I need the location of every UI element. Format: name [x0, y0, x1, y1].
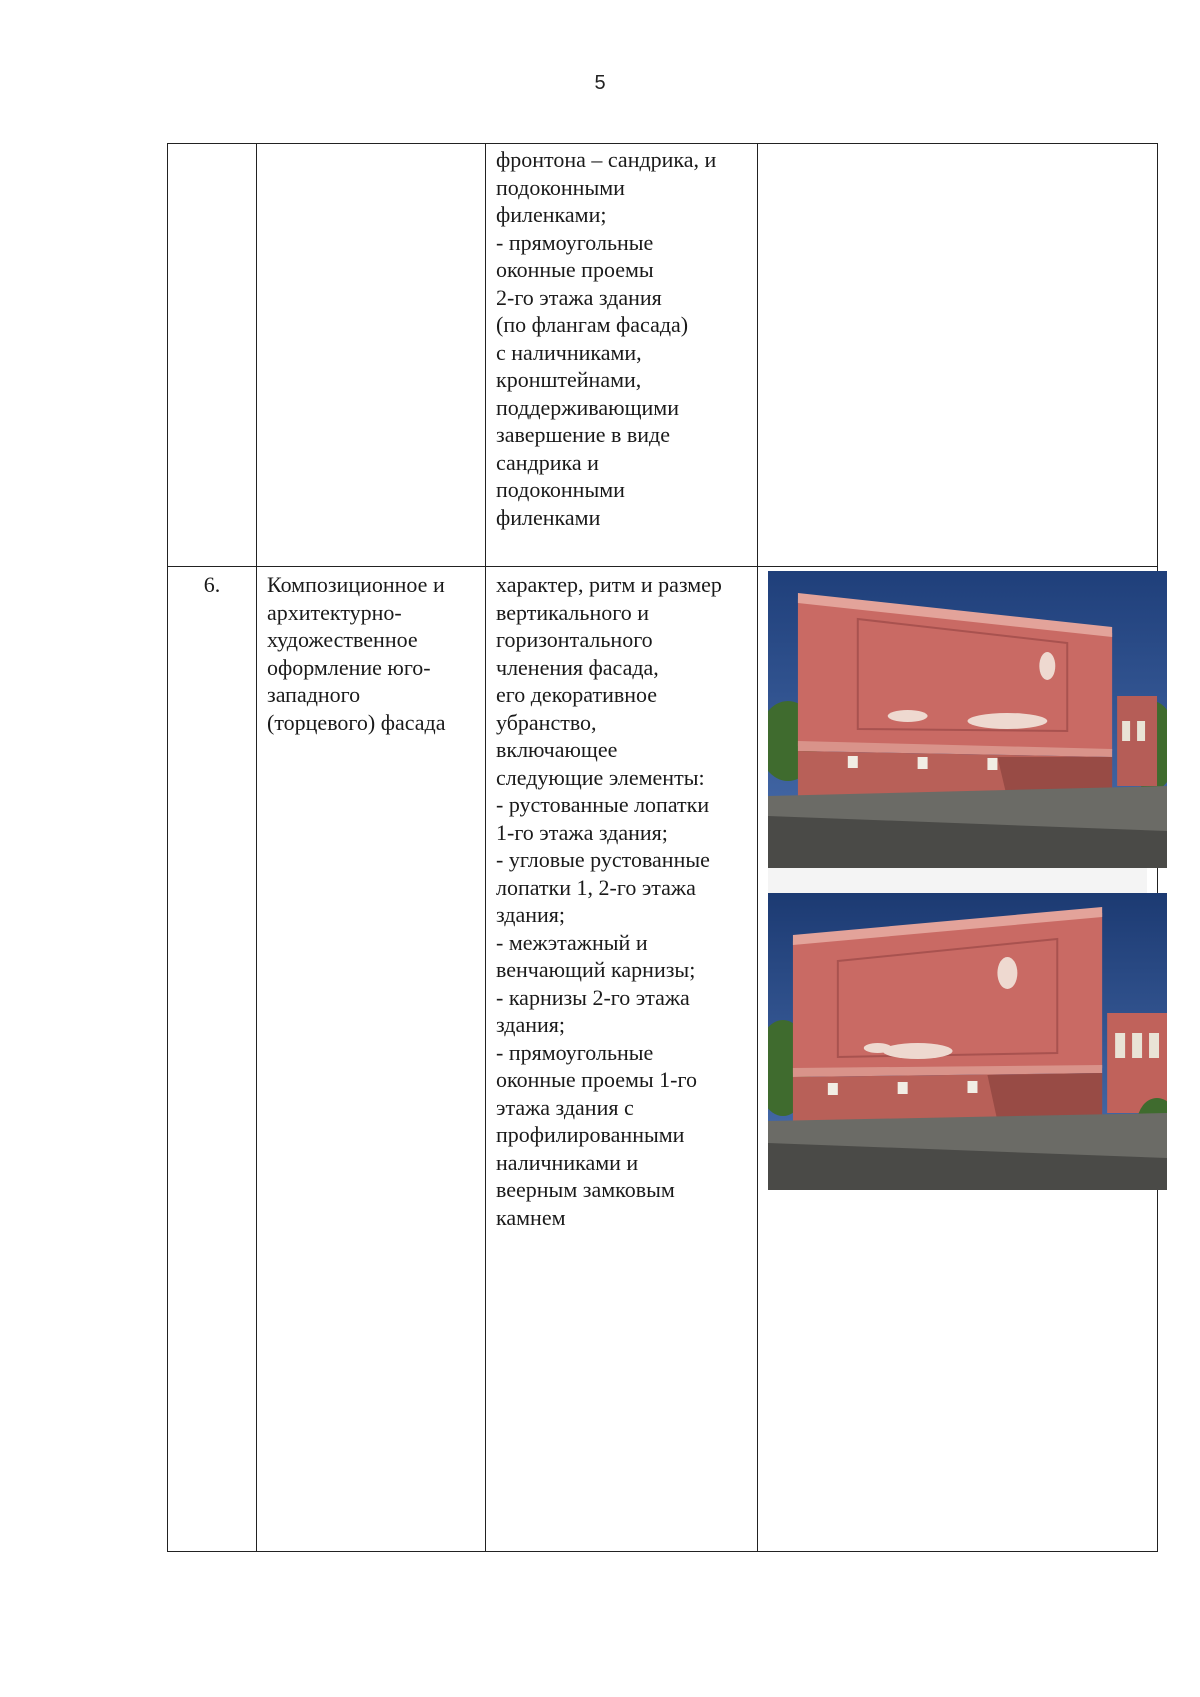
- description-line: оконные проемы 1-го: [496, 1067, 697, 1092]
- row-name-cell: [257, 144, 486, 567]
- name-line: Композиционное и: [267, 572, 445, 597]
- description-line: здания;: [496, 1012, 566, 1037]
- name-line: архитектурно-: [267, 599, 402, 625]
- description-line: с наличниками,: [496, 339, 642, 365]
- description-line: - карнизы 2-го этажа: [496, 984, 690, 1010]
- description-line: камнем: [496, 1204, 566, 1230]
- description-line: убранство,: [496, 709, 597, 735]
- page-number: 5: [594, 72, 606, 94]
- description-line: здания;: [496, 902, 566, 927]
- description-line: вертикального и: [496, 599, 649, 625]
- description-line: оконные проемы: [496, 257, 654, 282]
- row-number-cell: 6.: [168, 567, 257, 1552]
- description-line: этажа здания с: [496, 1094, 634, 1120]
- description-line: сандрика и: [496, 449, 599, 475]
- description-line: - прямоугольные: [496, 229, 654, 255]
- southwest-facade-photo-2: [768, 893, 1167, 1190]
- description-line: следующие элементы:: [496, 764, 705, 790]
- description-line: горизонтального: [496, 627, 653, 652]
- description-line: - рустованные лопатки: [496, 792, 710, 817]
- description-line: включающее: [496, 737, 618, 762]
- description-line: характер, ритм и размер: [496, 572, 722, 597]
- row-name-cell: [257, 567, 486, 1552]
- description-line: - прямоугольные: [496, 1039, 654, 1065]
- description-line: поддерживающими: [496, 394, 679, 420]
- description-line: подоконными: [496, 477, 625, 502]
- description-line: членения фасада,: [496, 654, 659, 680]
- row-photo-cell: [758, 567, 1158, 1552]
- description-line: фронтона – сандрика, и: [496, 147, 717, 172]
- southwest-facade-photo-1: [768, 571, 1167, 868]
- description-line: 2-го этажа здания: [496, 284, 662, 310]
- description-line: филенками: [496, 504, 601, 530]
- row-number-cell: [168, 144, 257, 567]
- table-row-continuation: [168, 144, 1158, 567]
- description-line: веерным замковым: [496, 1177, 675, 1202]
- row-description-cell: [486, 144, 758, 567]
- description-line: (по флангам фасада): [496, 312, 689, 337]
- description-line: лопатки 1, 2-го этажа: [496, 874, 696, 900]
- description-line: кронштейнами,: [496, 367, 642, 392]
- description-line: его декоративное: [496, 682, 658, 707]
- row-photo-cell: [758, 144, 1158, 567]
- name-line: западного: [267, 682, 361, 707]
- description-line: профилированными: [496, 1122, 685, 1147]
- photo-separator: [768, 868, 1147, 893]
- name-line: оформление юго-: [267, 654, 431, 680]
- description-line: филенками;: [496, 202, 607, 227]
- name-line: художественное: [267, 627, 418, 652]
- description-line: подоконными: [496, 174, 625, 200]
- row-description-cell: [486, 567, 758, 1552]
- name-line: (торцевого) фасада: [267, 709, 446, 735]
- heritage-elements-table: [167, 143, 1158, 1552]
- description-line: - угловые рустованные: [496, 847, 710, 872]
- description-line: венчающий карнизы;: [496, 957, 696, 982]
- description-line: завершение в виде: [496, 422, 671, 447]
- description-line: наличниками и: [496, 1149, 639, 1175]
- description-line: - межэтажный и: [496, 929, 648, 955]
- table-row-6: [168, 567, 1158, 1552]
- description-line: 1-го этажа здания;: [496, 819, 668, 845]
